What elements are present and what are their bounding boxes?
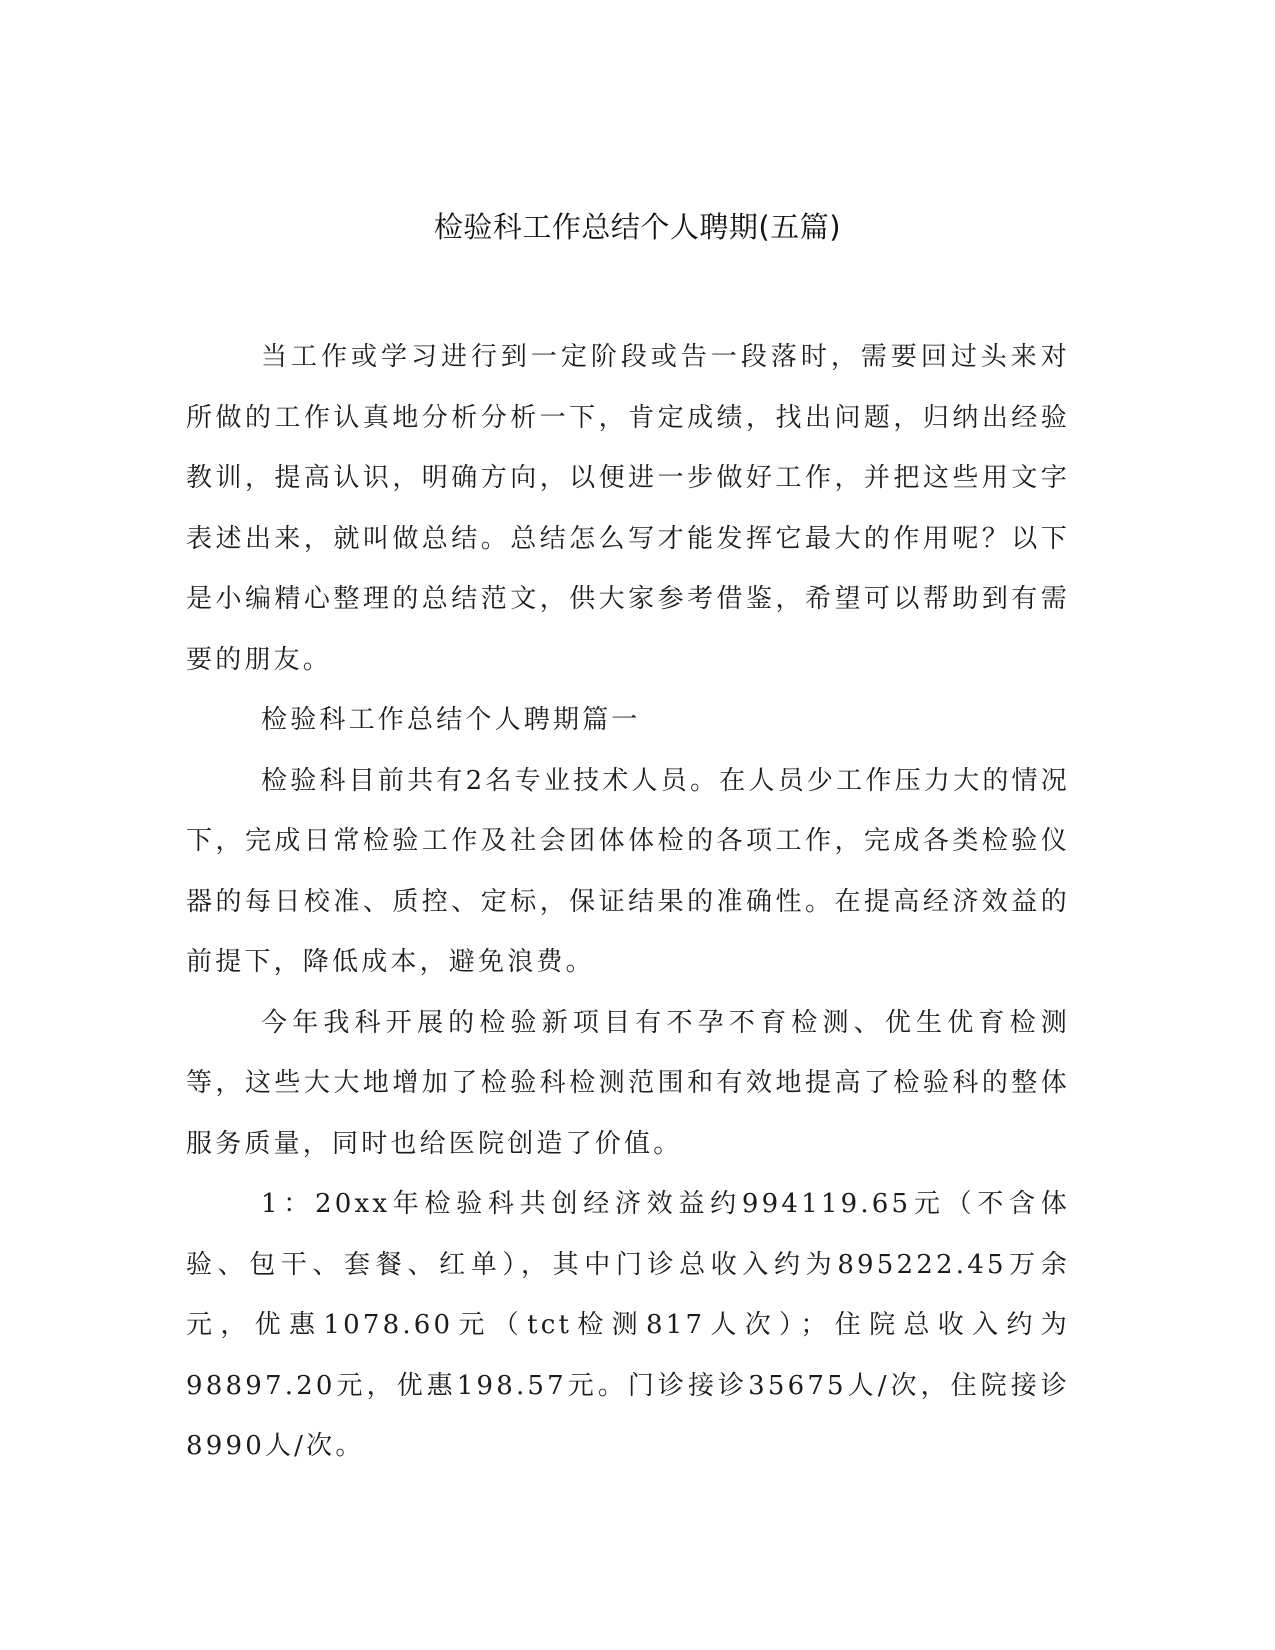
intro-paragraph: 当工作或学习进行到一定阶段或告一段落时，需要回过头来对所做的工作认真地分析分析一下，肯定成绩，找出问题，归纳出经验教训，提高认识，明确方向，以便进一步做好工作，并把这些用文字表述出来，就叫做总结。总结怎么写才能发挥它最大的作用呢？以下是小编精心整理的总结范文，供大家参考借鉴，希望可以帮助到有需要的朋友。 bbox=[186, 342, 1070, 675]
document-title: 检验科工作总结个人聘期(五篇) bbox=[433, 210, 842, 244]
section-heading: 检验科工作总结个人聘期篇一 bbox=[261, 705, 641, 735]
body-paragraph: 检验科目前共有2名专业技术人员。在人员少工作压力大的情况下，完成日常检验工作及社会团体体检的各项工作，完成各类检验仪器的每日校准、质控、定标，保证结果的准确性。在提高经济效益的前提下，降低成本，避免浪费。 bbox=[186, 765, 1070, 977]
body-paragraph: 今年我科开展的检验新项目有不孕不育检测、优生优育检测等，这些大大地增加了检验科检测范围和有效地提高了检验科的整体服务质量，同时也给医院创造了价值。 bbox=[186, 1007, 1070, 1159]
document-body bbox=[186, 327, 1070, 1477]
body-paragraph: 1：20xx年检验科共创经济效益约994119.65元（不含体验、包干、套餐、红单），其中门诊总收入约为895222.45万余元，优惠1078.60元（tct检测817人次）；住院总收入约为98897.20元，优惠198.57元。门诊接诊35675人/次，住院接诊8990人/次。 bbox=[186, 1189, 1070, 1461]
